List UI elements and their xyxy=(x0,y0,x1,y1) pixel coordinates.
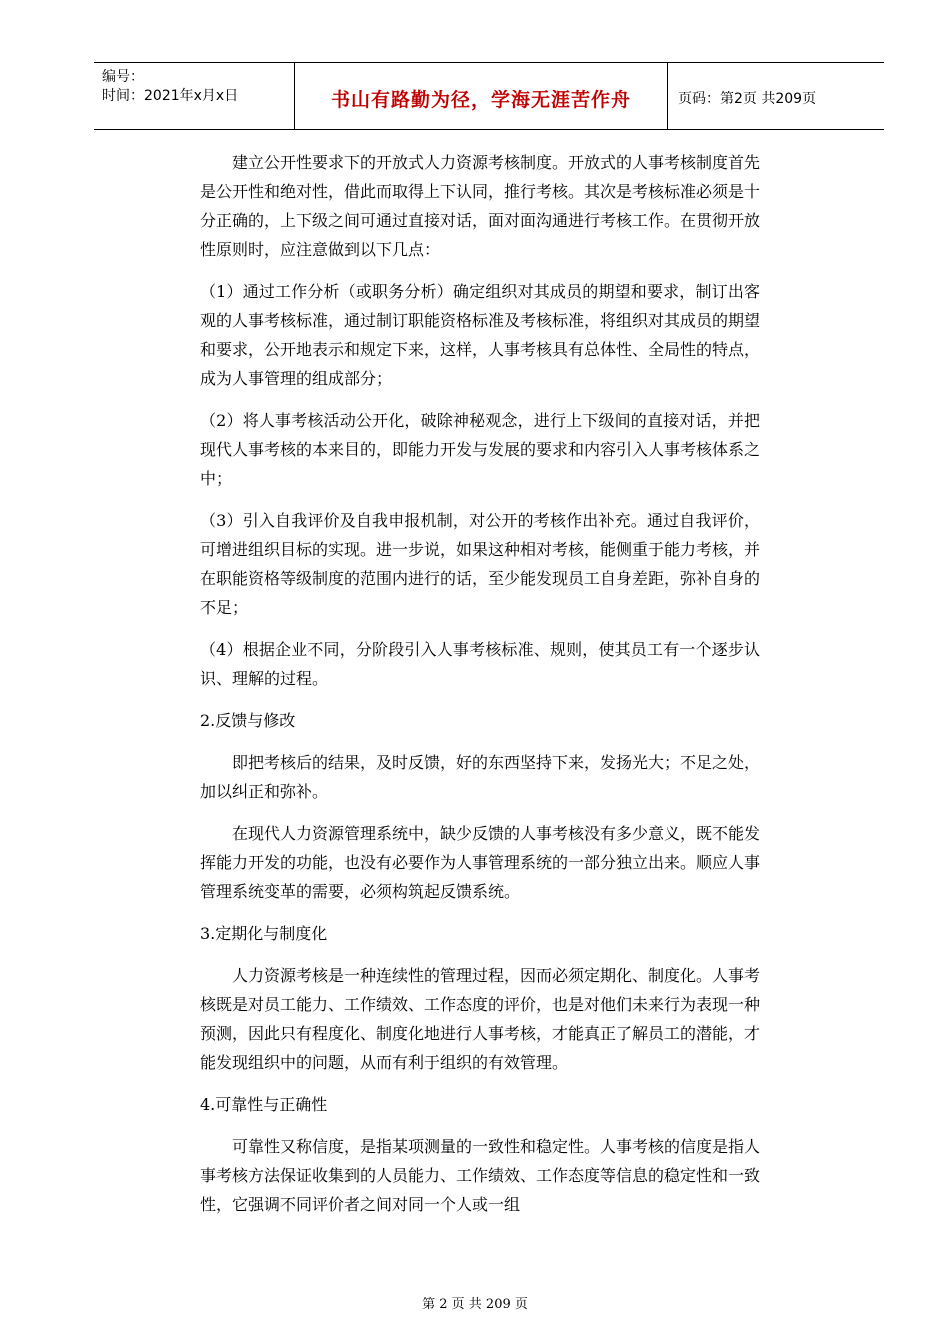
body-paragraph: （2）将人事考核活动公开化，破除神秘观念，进行上下级间的直接对话，并把现代人事考核的本来目的，即能力开发与发展的要求和内容引入人事考核体系之中； xyxy=(200,411,761,488)
body-paragraph: 3.定期化与制度化 xyxy=(200,924,328,943)
header-motto: 书山有路勤为径，学海无涯苦作舟 xyxy=(330,89,631,111)
body-paragraph: 2.反馈与修改 xyxy=(200,711,296,730)
header-page-label: 页码：第2页 共209页 xyxy=(678,91,817,107)
body-paragraph: 建立公开性要求下的开放式人力资源考核制度。开放式的人事考核制度首先是公开性和绝对性，借此而取得上下认同，推行考核。其次是考核标准必须是十分正确的，上下级之间可通过直接对话，面对面沟通进行考核工作。在贯彻开放性原则时，应注意做到以下几点： xyxy=(200,153,761,259)
header-info-cell xyxy=(94,63,295,129)
body-paragraph: 人力资源考核是一种连续性的管理过程，因而必须定期化、制度化。人事考核既是对员工能力、工作绩效、工作态度的评价，也是对他们未来行为表现一种预测，因此只有程度化、制度化地进行人事考核，才能真正了解员工的潜能，才能发现组织中的问题，从而有利于组织的有效管理。 xyxy=(200,966,761,1072)
body-paragraph: （3）引入自我评价及自我申报机制，对公开的考核作出补充。通过自我评价，可增进组织目标的实现。进一步说，如果这种相对考核，能侧重于能力考核，并在职能资格等级制度的范围内进行的话，至少能发现员工自身差距，弥补自身的不足； xyxy=(200,511,761,617)
body-paragraph: 在现代人力资源管理系统中，缺少反馈的人事考核没有多少意义，既不能发挥能力开发的功能，也没有必要作为人事管理系统的一部分独立出来。顺应人事管理系统变革的需要，必须构筑起反馈系统。 xyxy=(200,824,761,901)
body-paragraph: 即把考核后的结果，及时反馈，好的东西坚持下来，发扬光大；不足之处，加以纠正和弥补。 xyxy=(200,753,761,801)
header-motto-cell xyxy=(295,63,668,129)
body-paragraph: （4）根据企业不同，分阶段引入人事考核标准、规则，使其员工有一个逐步认识、理解的过程。 xyxy=(200,640,760,688)
body-paragraph: 4.可靠性与正确性 xyxy=(200,1095,328,1114)
body-paragraph: （1）通过工作分析（或职务分析）确定组织对其成员的期望和要求，制订出客观的人事考核标准，通过制订职能资格标准及考核标准，将组织对其成员的期望和要求，公开地表示和规定下来，这样，人事考核具有总体性、全局性的特点，成为人事管理的组成部分； xyxy=(200,282,761,388)
document-body xyxy=(200,148,760,1232)
page-header xyxy=(94,62,884,130)
page-footer: 第 2 页 共 209 页 xyxy=(422,1297,528,1312)
body-paragraph: 可靠性又称信度，是指某项测量的一致性和稳定性。人事考核的信度是指人事考核方法保证收集到的人员能力、工作绩效、工作态度等信息的稳定性和一致性，它强调不同评价者之间对同一个人或一组 xyxy=(200,1137,761,1214)
document-time-label: 时间：2021年x月x日 xyxy=(102,88,239,104)
document-number-label: 编号： xyxy=(102,69,144,85)
header-page-cell xyxy=(668,63,884,129)
